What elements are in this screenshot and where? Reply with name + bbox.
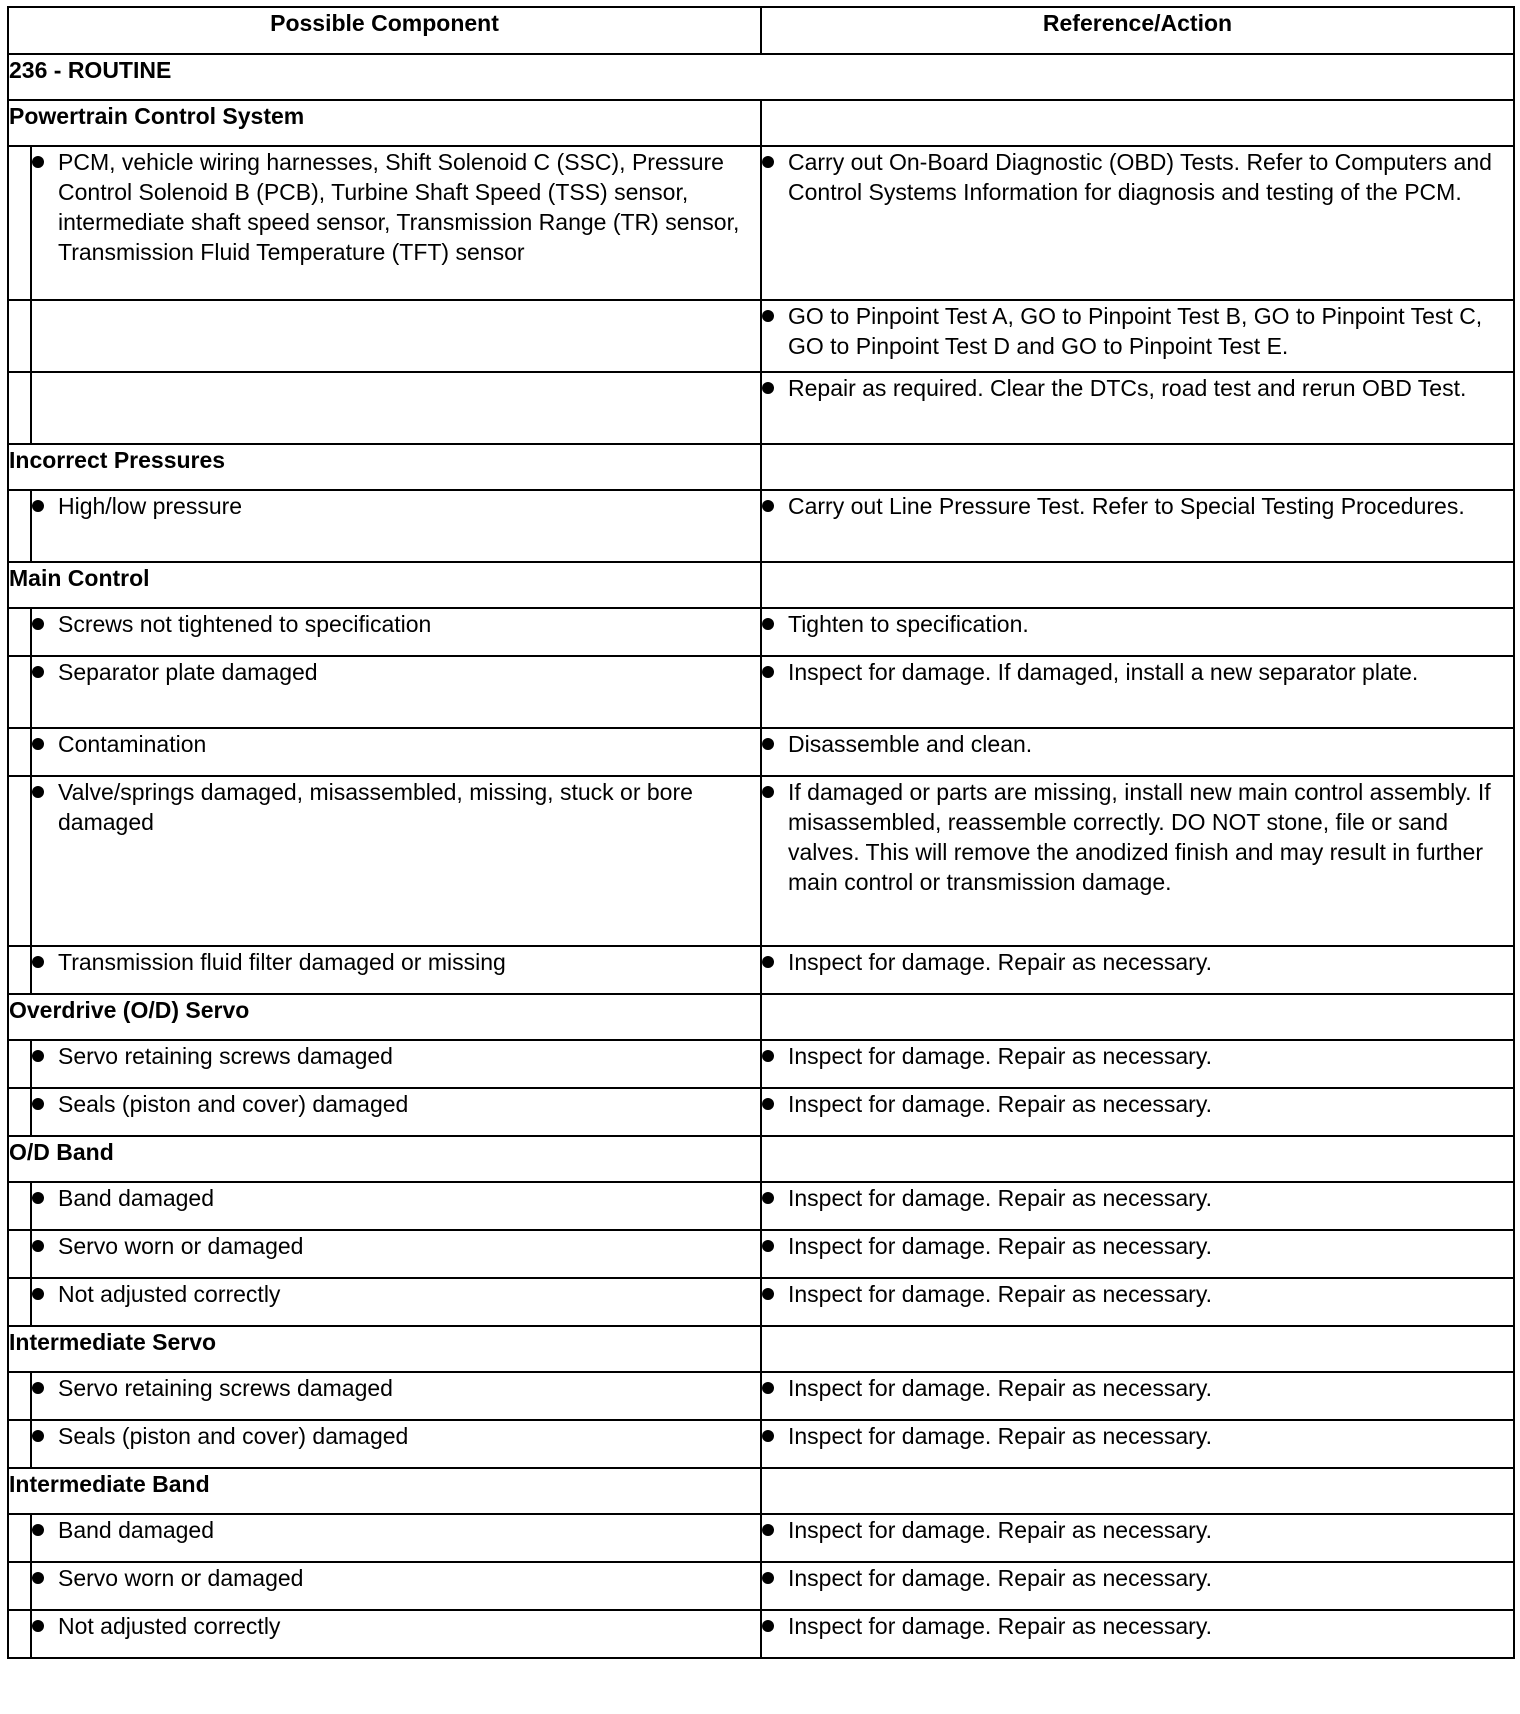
indent-cell <box>8 1088 31 1136</box>
bullet-icon <box>762 1288 774 1300</box>
action-text: If damaged or parts are missing, install new main control assembly. If misassembled, reassemble correctly. DO NOT stone, file or sand valves. This will remove the anodized finish and may result in further main control or transmission damage. <box>788 779 1491 895</box>
action-item <box>762 947 1513 977</box>
action-text: Carry out On-Board Diagnostic (OBD) Tests. Refer to Computers and Control Systems Information for diagnosis and testing of the PCM. <box>788 149 1492 205</box>
bullet-icon <box>32 666 44 678</box>
action-cell <box>761 1230 1514 1278</box>
bullet-icon <box>762 1050 774 1062</box>
action-cell <box>761 300 1514 372</box>
action-text: Inspect for damage. Repair as necessary. <box>788 1613 1213 1639</box>
indent-cell <box>8 1230 31 1278</box>
category-name: Overdrive (O/D) Servo <box>8 994 761 1040</box>
indent-cell <box>8 1420 31 1468</box>
component-cell <box>31 300 761 372</box>
component-text: Seals (piston and cover) damaged <box>58 1091 409 1117</box>
component-cell <box>31 946 761 994</box>
category-row <box>8 1468 1514 1514</box>
bullet-icon <box>762 1192 774 1204</box>
component-cell <box>31 1230 761 1278</box>
category-row <box>8 100 1514 146</box>
bullet-icon <box>762 786 774 798</box>
category-empty-cell <box>761 100 1514 146</box>
action-item <box>762 1515 1513 1545</box>
component-item <box>32 1611 760 1641</box>
action-cell <box>761 656 1514 728</box>
component-cell <box>31 728 761 776</box>
indent-cell <box>8 656 31 728</box>
component-cell <box>31 1562 761 1610</box>
component-cell <box>31 1420 761 1468</box>
category-row <box>8 1326 1514 1372</box>
action-text: Inspect for damage. Repair as necessary. <box>788 1375 1213 1401</box>
component-item <box>32 1373 760 1403</box>
action-cell <box>761 1562 1514 1610</box>
bullet-icon <box>762 1620 774 1632</box>
component-text: Servo worn or damaged <box>58 1233 304 1259</box>
component-cell <box>31 1088 761 1136</box>
bullet-icon <box>762 1240 774 1252</box>
component-cell <box>31 656 761 728</box>
action-text: Inspect for damage. Repair as necessary. <box>788 1517 1213 1543</box>
bullet-icon <box>32 618 44 630</box>
table-row <box>8 146 1514 300</box>
category-row <box>8 1136 1514 1182</box>
action-text: Inspect for damage. Repair as necessary. <box>788 1565 1213 1591</box>
category-name: Incorrect Pressures <box>8 444 761 490</box>
component-cell <box>31 372 761 444</box>
action-cell <box>761 1514 1514 1562</box>
indent-cell <box>8 490 31 562</box>
indent-cell <box>8 1040 31 1088</box>
bullet-icon <box>762 1098 774 1110</box>
table-row <box>8 300 1514 372</box>
bullet-icon <box>32 1524 44 1536</box>
category-row <box>8 562 1514 608</box>
action-item <box>762 301 1513 361</box>
table-row <box>8 1182 1514 1230</box>
component-item <box>32 947 760 977</box>
bullet-icon <box>762 1430 774 1442</box>
bullet-icon <box>762 156 774 168</box>
bullet-icon <box>32 738 44 750</box>
category-name: Main Control <box>8 562 761 608</box>
action-text: Inspect for damage. Repair as necessary. <box>788 1185 1213 1211</box>
category-name: Intermediate Servo <box>8 1326 761 1372</box>
indent-cell <box>8 146 31 300</box>
action-cell <box>761 372 1514 444</box>
bullet-icon <box>32 1572 44 1584</box>
action-text: Inspect for damage. Repair as necessary. <box>788 949 1213 975</box>
category-empty-cell <box>761 562 1514 608</box>
table-row <box>8 1088 1514 1136</box>
bullet-icon <box>32 1098 44 1110</box>
indent-cell <box>8 608 31 656</box>
table-row <box>8 372 1514 444</box>
component-text: Band damaged <box>58 1185 215 1211</box>
action-text: Inspect for damage. If damaged, install a new separator plate. <box>788 659 1419 685</box>
table-row <box>8 1420 1514 1468</box>
action-item <box>762 729 1513 759</box>
action-text: Inspect for damage. Repair as necessary. <box>788 1281 1213 1307</box>
action-item <box>762 1279 1513 1309</box>
action-cell <box>761 776 1514 946</box>
table-row <box>8 1562 1514 1610</box>
action-cell <box>761 946 1514 994</box>
indent-cell <box>8 1278 31 1326</box>
action-cell <box>761 1420 1514 1468</box>
component-item <box>32 729 760 759</box>
component-cell <box>31 1278 761 1326</box>
bullet-icon <box>32 1050 44 1062</box>
table-row <box>8 1278 1514 1326</box>
category-row <box>8 444 1514 490</box>
bullet-icon <box>32 786 44 798</box>
bullet-icon <box>32 500 44 512</box>
component-item <box>32 777 760 837</box>
bullet-icon <box>762 666 774 678</box>
diagnosis-table <box>7 6 1515 1659</box>
component-text: Screws not tightened to specification <box>58 611 432 637</box>
bullet-icon <box>762 310 774 322</box>
indent-cell <box>8 776 31 946</box>
action-cell <box>761 1610 1514 1658</box>
component-text: Servo worn or damaged <box>58 1565 304 1591</box>
category-name: Powertrain Control System <box>8 100 761 146</box>
component-item <box>32 1089 760 1119</box>
table-row <box>8 490 1514 562</box>
indent-cell <box>8 728 31 776</box>
component-text: Not adjusted correctly <box>58 1281 281 1307</box>
action-item <box>762 147 1513 207</box>
component-item <box>32 1421 760 1451</box>
header-reference-action: Reference/Action <box>761 7 1514 54</box>
category-empty-cell <box>761 994 1514 1040</box>
action-cell <box>761 490 1514 562</box>
component-text: Band damaged <box>58 1517 215 1543</box>
action-cell <box>761 146 1514 300</box>
component-text: Contamination <box>58 731 207 757</box>
bullet-icon <box>762 382 774 394</box>
table-header-row <box>8 7 1514 54</box>
action-item <box>762 1183 1513 1213</box>
action-cell <box>761 1088 1514 1136</box>
category-row <box>8 994 1514 1040</box>
indent-cell <box>8 1182 31 1230</box>
component-text: PCM, vehicle wiring harnesses, Shift Solenoid C (SSC), Pressure Control Solenoid B (PCB), Turbine Shaft Speed (TSS) sensor, intermediate shaft speed sensor, Transmission Range (TR) sensor, Transmission Fluid Temperature (TFT) sensor <box>58 149 740 265</box>
table-row <box>8 776 1514 946</box>
bullet-icon <box>762 738 774 750</box>
component-item <box>32 491 760 521</box>
bullet-icon <box>762 500 774 512</box>
action-item <box>762 1421 1513 1451</box>
table-row <box>8 1372 1514 1420</box>
component-text: Transmission fluid filter damaged or missing <box>58 949 506 975</box>
bullet-icon <box>32 1240 44 1252</box>
indent-cell <box>8 372 31 444</box>
bullet-icon <box>32 1382 44 1394</box>
action-text: Repair as required. Clear the DTCs, road test and rerun OBD Test. <box>788 375 1467 401</box>
indent-cell <box>8 1562 31 1610</box>
action-text: Carry out Line Pressure Test. Refer to Special Testing Procedures. <box>788 493 1465 519</box>
bullet-icon <box>762 1572 774 1584</box>
category-empty-cell <box>761 1326 1514 1372</box>
bullet-icon <box>762 618 774 630</box>
component-item <box>32 1563 760 1593</box>
component-item <box>32 1041 760 1071</box>
action-item <box>762 491 1513 521</box>
bullet-icon <box>32 1620 44 1632</box>
component-cell <box>31 146 761 300</box>
action-item <box>762 609 1513 639</box>
component-cell <box>31 1372 761 1420</box>
bullet-icon <box>762 956 774 968</box>
component-item <box>32 1183 760 1213</box>
action-item <box>762 1373 1513 1403</box>
action-cell <box>761 1372 1514 1420</box>
action-item <box>762 1231 1513 1261</box>
category-name: Intermediate Band <box>8 1468 761 1514</box>
action-item <box>762 657 1513 687</box>
component-text: Servo retaining screws damaged <box>58 1043 393 1069</box>
bullet-icon <box>32 1288 44 1300</box>
routine-label: 236 - ROUTINE <box>8 54 1514 100</box>
component-text: Valve/springs damaged, misassembled, missing, stuck or bore damaged <box>58 779 693 835</box>
table-row <box>8 1514 1514 1562</box>
table-row <box>8 1230 1514 1278</box>
component-cell <box>31 1514 761 1562</box>
action-item <box>762 1041 1513 1071</box>
action-text: Disassemble and clean. <box>788 731 1033 757</box>
action-item <box>762 1089 1513 1119</box>
component-item <box>32 657 760 687</box>
component-cell <box>31 608 761 656</box>
routine-row <box>8 54 1514 100</box>
component-item <box>32 147 760 267</box>
indent-cell <box>8 1372 31 1420</box>
component-text: Not adjusted correctly <box>58 1613 281 1639</box>
component-text: Servo retaining screws damaged <box>58 1375 393 1401</box>
component-cell <box>31 1182 761 1230</box>
bullet-icon <box>32 956 44 968</box>
table-row <box>8 656 1514 728</box>
bullet-icon <box>32 1430 44 1442</box>
component-cell <box>31 776 761 946</box>
category-empty-cell <box>761 1136 1514 1182</box>
action-text: Inspect for damage. Repair as necessary. <box>788 1091 1213 1117</box>
component-item <box>32 1279 760 1309</box>
action-cell <box>761 608 1514 656</box>
action-text: Tighten to specification. <box>788 611 1029 637</box>
component-text: Seals (piston and cover) damaged <box>58 1423 409 1449</box>
table-row <box>8 728 1514 776</box>
action-cell <box>761 1182 1514 1230</box>
table-row <box>8 946 1514 994</box>
component-cell <box>31 1610 761 1658</box>
component-cell <box>31 490 761 562</box>
category-empty-cell <box>761 1468 1514 1514</box>
action-text: GO to Pinpoint Test A, GO to Pinpoint Test B, GO to Pinpoint Test C, GO to Pinpoint Test D and GO to Pinpoint Test E. <box>788 303 1483 359</box>
header-possible-component: Possible Component <box>8 7 761 54</box>
bullet-icon <box>762 1524 774 1536</box>
indent-cell <box>8 1610 31 1658</box>
table-row <box>8 608 1514 656</box>
component-item <box>32 1515 760 1545</box>
action-item <box>762 777 1513 897</box>
component-item <box>32 609 760 639</box>
category-empty-cell <box>761 444 1514 490</box>
action-cell <box>761 1278 1514 1326</box>
component-text: High/low pressure <box>58 493 243 519</box>
bullet-icon <box>32 156 44 168</box>
category-name: O/D Band <box>8 1136 761 1182</box>
table-row <box>8 1610 1514 1658</box>
component-text: Separator plate damaged <box>58 659 318 685</box>
table-row <box>8 1040 1514 1088</box>
component-item <box>32 1231 760 1261</box>
action-text: Inspect for damage. Repair as necessary. <box>788 1233 1213 1259</box>
indent-cell <box>8 1514 31 1562</box>
action-item <box>762 373 1513 403</box>
indent-cell <box>8 300 31 372</box>
bullet-icon <box>762 1382 774 1394</box>
action-item <box>762 1611 1513 1641</box>
action-cell <box>761 728 1514 776</box>
indent-cell <box>8 946 31 994</box>
action-text: Inspect for damage. Repair as necessary. <box>788 1423 1213 1449</box>
action-item <box>762 1563 1513 1593</box>
component-cell <box>31 1040 761 1088</box>
table-body <box>8 54 1514 1658</box>
bullet-icon <box>32 1192 44 1204</box>
action-cell <box>761 1040 1514 1088</box>
action-text: Inspect for damage. Repair as necessary. <box>788 1043 1213 1069</box>
